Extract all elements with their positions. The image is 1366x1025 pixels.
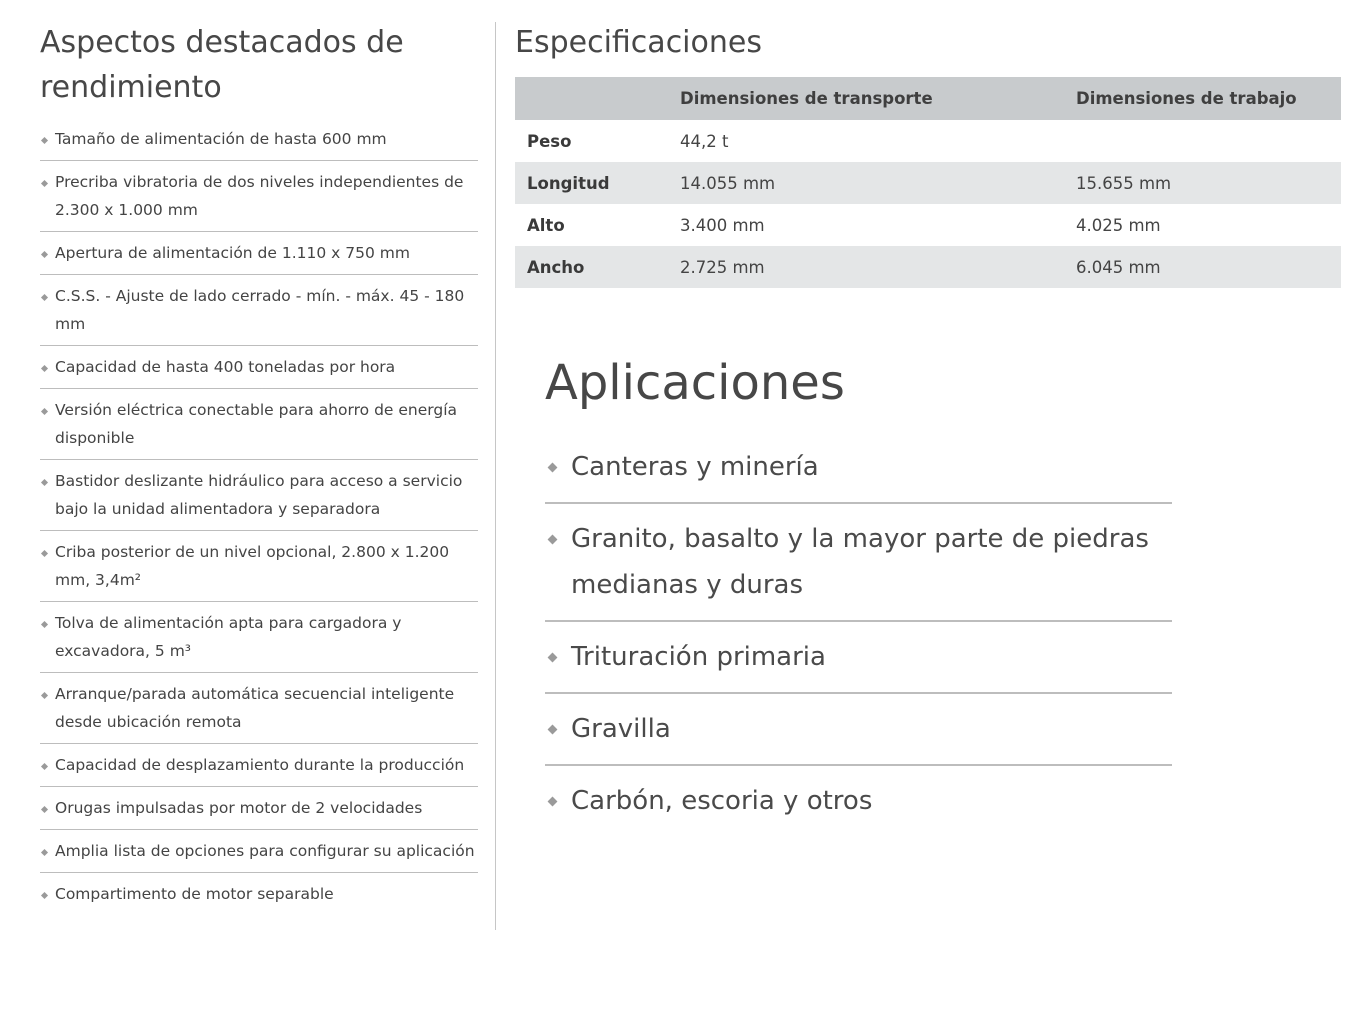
- working-value: 4.025 mm: [1076, 215, 1161, 235]
- row-label: Peso: [527, 131, 572, 151]
- diamond-bullet-icon: [548, 725, 558, 735]
- list-item-text: Capacidad de hasta 400 toneladas por hora: [55, 358, 396, 376]
- table-header-empty: [515, 77, 668, 120]
- list-item: [40, 873, 478, 915]
- list-item-text: Trituración primaria: [571, 642, 826, 672]
- table-header-transport: Dimensiones de transporte: [668, 77, 1064, 120]
- diamond-bullet-icon: [41, 294, 48, 301]
- transport-value: 14.055 mm: [668, 162, 1064, 204]
- list-item-text: Orugas impulsadas por motor de 2 velocidades: [55, 799, 423, 817]
- specs-title: Especificaciones: [515, 25, 762, 60]
- list-item: [545, 694, 1172, 766]
- diamond-bullet-icon: [41, 692, 48, 699]
- list-item-text: Compartimento de motor separable: [55, 885, 334, 903]
- list-item-text: Amplia lista de opciones para configurar su aplicación: [55, 842, 475, 860]
- list-item: [40, 346, 478, 389]
- diamond-bullet-icon: [41, 365, 48, 372]
- table-header-working: Dimensiones de trabajo: [1064, 77, 1341, 120]
- specs-table: [515, 77, 1341, 288]
- list-item: [40, 673, 478, 744]
- list-item-text: Granito, basalto y la mayor parte de piedras medianas y duras: [571, 524, 1149, 600]
- diamond-bullet-icon: [41, 849, 48, 856]
- diamond-bullet-icon: [41, 408, 48, 415]
- row-label: Alto: [527, 215, 565, 235]
- table-row: [515, 120, 1341, 162]
- list-item-text: Tolva de alimentación apta para cargadora y excavadora, 5 m³: [55, 614, 402, 660]
- highlights-list: [40, 118, 478, 915]
- table-header-row: [515, 77, 1341, 120]
- applications-title: Aplicaciones: [545, 355, 845, 411]
- diamond-bullet-icon: [548, 797, 558, 807]
- transport-value: 3.400 mm: [680, 215, 765, 235]
- list-item-text: Versión eléctrica conectable para ahorro de energía disponible: [55, 401, 458, 447]
- list-item: [40, 460, 478, 531]
- list-item-text: Bastidor deslizante hidráulico para acceso a servicio bajo la unidad alimentadora y separadora: [55, 472, 463, 518]
- highlights-title: Aspectos destacados de rendimiento: [40, 25, 404, 105]
- list-item: [40, 275, 478, 346]
- working-value: 15.655 mm: [1064, 162, 1341, 204]
- diamond-bullet-icon: [41, 180, 48, 187]
- list-item-text: Tamaño de alimentación de hasta 600 mm: [55, 130, 387, 148]
- list-item-text: Precriba vibratoria de dos niveles independientes de 2.300 x 1.000 mm: [55, 173, 464, 219]
- specs-section: [515, 20, 1341, 288]
- list-item: [545, 504, 1172, 622]
- list-item: [40, 531, 478, 602]
- list-item-text: Canteras y minería: [571, 452, 819, 482]
- diamond-bullet-icon: [41, 479, 48, 486]
- highlights-section: [40, 20, 478, 915]
- list-item: [40, 232, 478, 275]
- list-item: [40, 161, 478, 232]
- applications-section: [545, 348, 1172, 836]
- list-item: [40, 389, 478, 460]
- applications-list: [545, 432, 1172, 836]
- diamond-bullet-icon: [548, 463, 558, 473]
- list-item: [40, 118, 478, 161]
- working-value: 6.045 mm: [1064, 246, 1341, 288]
- list-item: [40, 602, 478, 673]
- list-item-text: Carbón, escoria y otros: [571, 786, 873, 816]
- diamond-bullet-icon: [41, 892, 48, 899]
- diamond-bullet-icon: [41, 550, 48, 557]
- diamond-bullet-icon: [41, 137, 48, 144]
- list-item-text: Criba posterior de un nivel opcional, 2.800 x 1.200 mm, 3,4m²: [55, 543, 450, 589]
- table-row: [515, 246, 1341, 288]
- diamond-bullet-icon: [41, 621, 48, 628]
- list-item: [545, 766, 1172, 836]
- working-value: [1064, 120, 1341, 162]
- list-item: [545, 432, 1172, 504]
- list-item-text: Capacidad de desplazamiento durante la producción: [55, 756, 465, 774]
- list-item: [40, 744, 478, 787]
- transport-value: 2.725 mm: [668, 246, 1064, 288]
- table-row: [515, 204, 1341, 246]
- list-item-text: Apertura de alimentación de 1.110 x 750 mm: [55, 244, 410, 262]
- diamond-bullet-icon: [41, 806, 48, 813]
- column-divider: [495, 22, 496, 930]
- diamond-bullet-icon: [548, 535, 558, 545]
- diamond-bullet-icon: [41, 763, 48, 770]
- list-item-text: Arranque/parada automática secuencial inteligente desde ubicación remota: [55, 685, 455, 731]
- list-item-text: Gravilla: [571, 714, 671, 744]
- list-item: [40, 830, 478, 873]
- row-label: Longitud: [515, 162, 668, 204]
- list-item: [545, 622, 1172, 694]
- diamond-bullet-icon: [41, 251, 48, 258]
- transport-value: 44,2 t: [680, 131, 729, 151]
- diamond-bullet-icon: [548, 653, 558, 663]
- table-row: [515, 162, 1341, 204]
- row-label: Ancho: [515, 246, 668, 288]
- list-item: [40, 787, 478, 830]
- list-item-text: C.S.S. - Ajuste de lado cerrado - mín. - máx. 45 - 180 mm: [55, 287, 465, 333]
